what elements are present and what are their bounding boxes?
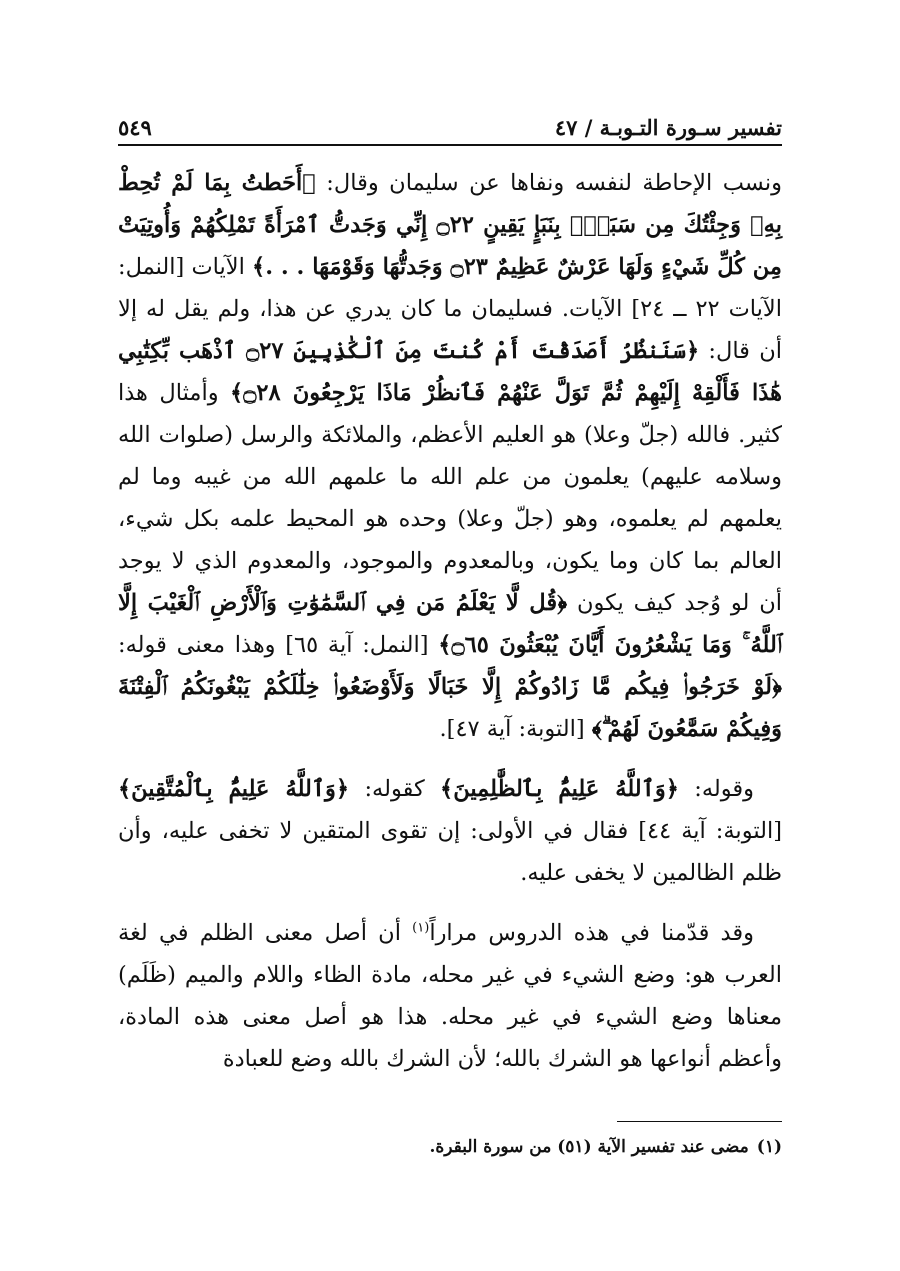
text-run: كقوله: <box>349 776 441 802</box>
text-run: أن أصل معنى الظلم في لغة العرب هو: وضع الشيء في غير محله، مادة الظاء واللام والميم (ظَلَم) معناها وضع الشيء في غير محله. هذا هو أصل معنى هذه المادة، وأعظم أنواعها هو الشرك بالله؛ لأن الشرك بالله وضع للعبادة <box>118 920 782 1072</box>
text-run: وقد قدّمنا في هذه الدروس مراراً <box>429 920 754 946</box>
text-run: الآيات [النمل: الآيات ٢٢ ــ ٢٤] الآيات. فسليمان ما كان يدري عن هذا، ولم يقل له إلا أن قال: <box>118 254 782 364</box>
quran-verse: ﴿قُل لَّا يَعْلَمُ مَن فِي ٱلسَّمَٰوَٰتِ وَٱلْأَرْضِ ٱلْغَيْبَ إِلَّا ٱللَّهُ ۚ وَمَا يَشْعُرُونَ أَيَّانَ يُبْعَثُونَ ۝٦٥﴾ <box>118 590 782 658</box>
text-run: [التوبة: آية ٤٤] فقال في الأولى: إن تقوى المتقين لا تخفى عليه، وأن ظلم الظالمين لا يخفى عليه. <box>118 818 782 886</box>
page-number: ٥٤٩ <box>118 115 152 140</box>
paragraph-2 <box>118 768 782 894</box>
quran-verse: ﴿وَٱللَّهُ عَلِيمٌۢ بِٱلْمُتَّقِينَ﴾ <box>118 776 350 802</box>
text-run: [النمل: آية ٦٥] وهذا معنى قوله: <box>118 632 439 658</box>
quran-verse: ﴿لَوْ خَرَجُوا۟ فِيكُم مَّا زَادُوكُمْ إِلَّا خَبَالًا وَلَأَوْضَعُوا۟ خِلَٰلَكُمْ يَبْغُونَكُمُ ٱلْفِتْنَةَ وَفِيكُمْ سَمَّٰعُونَ لَهُمْ ۗ﴾ <box>118 674 782 742</box>
paragraph-3 <box>118 912 782 1080</box>
paragraph-1 <box>118 162 782 750</box>
quran-verse: ﴿سَنَنظُرُ أَصَدَقْتَ أَمْ كُنتَ مِنَ ٱلْكَٰذِبِينَ ۝٢٧ ٱذْهَب بِّكِتَٰبِي هَٰذَا فَأَلْقِهْ إِلَيْهِمْ ثُمَّ تَوَلَّ عَنْهُمْ فَٱنظُرْ مَاذَا يَرْجِعُونَ ۝٢٨﴾ <box>118 338 782 406</box>
quran-verse: ﴿أَحَطتُ بِمَا لَمْ تُحِطْ بِهِۦ وَجِئْتُكَ مِن سَبَإٍۭ بِنَبَإٍ يَقِينٍ ۝٢٢ إِنِّي وَجَدتُّ ٱمْرَأَةً تَمْلِكُهُمْ وَأُوتِيَتْ مِن كُلِّ شَيْءٍ وَلَهَا عَرْشٌ عَظِيمٌ ۝٢٣ وَجَدتُّهَا وَقَوْمَهَا . . .﴾ <box>118 170 782 280</box>
page-header <box>118 108 782 142</box>
footnote-rule <box>617 1121 782 1122</box>
footnote <box>118 1134 782 1160</box>
text-run: [التوبة: آية ٤٧]. <box>439 716 592 742</box>
footnote-number: (١) <box>756 1137 782 1157</box>
footnote-marker: (١) <box>412 920 430 936</box>
text-run: ونسب الإحاطة لنفسه ونفاها عن سليمان وقال: <box>315 170 783 196</box>
body-text <box>118 162 782 1080</box>
text-run: وأمثال هذا كثير. فالله (جلّ وعلا) هو العليم الأعظم، والملائكة والرسل (صلوات الله وسلامه عليهم) يعلمون من علم الله ما علمهم الله من غيبه وما لم يعلمهم لم يعلموه، وهو (جلّ وعلا) وحده هو المحيط علمه بكل شيء، العالم بما كان وما يكون، وبالمعدوم والموجود، والمعدوم الذي لا يوجد أن لو وُجد كيف يكون <box>118 380 782 616</box>
text-run: وقوله: <box>678 776 754 802</box>
footnote-text: مضى عند تفسير الآية (٥١) من سورة البقرة. <box>429 1137 749 1157</box>
running-title: تفسير سـورة التـوبـة / ٤٧ <box>554 115 782 140</box>
header-rule <box>118 144 782 146</box>
quran-verse: ﴿وَٱللَّهُ عَلِيمٌۢ بِٱلظَّٰلِمِينَ﴾ <box>440 776 679 802</box>
page <box>118 108 783 1157</box>
